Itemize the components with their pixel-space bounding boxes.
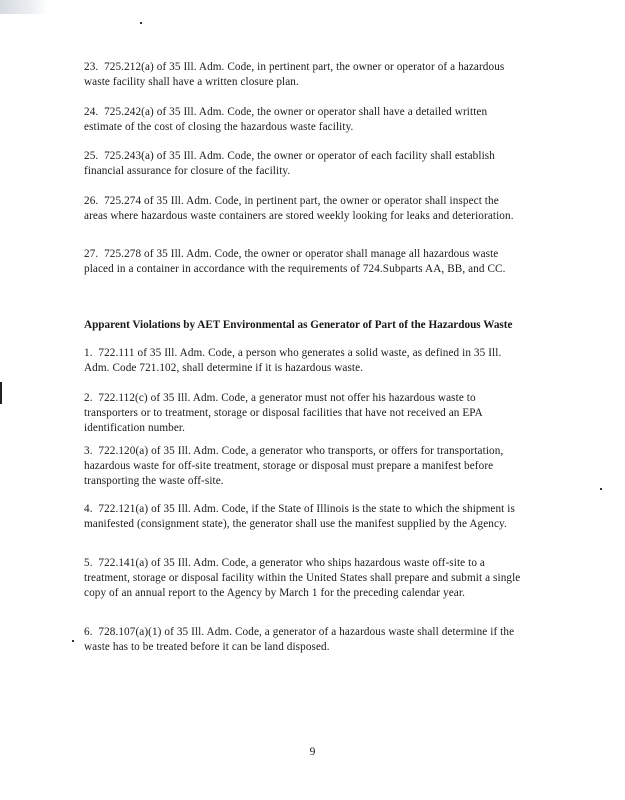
list-item-4 (84, 502, 524, 532)
item-number: 24. (84, 106, 99, 118)
scan-speck (72, 640, 74, 642)
item-number: 5. (84, 557, 93, 569)
item-number: 26. (84, 195, 99, 207)
list-item-1 (84, 346, 524, 376)
list-item-3 (84, 444, 524, 489)
list-item-26 (84, 194, 524, 224)
item-text: 722.112(c) of 35 Ill. Adm. Code, a generator must not offer his hazardous waste to transporters or to treatment, storage or disposal facilities that have not received an EPA identification number. (84, 392, 483, 434)
list-item-6 (84, 625, 524, 655)
list-item-2 (84, 391, 524, 436)
item-number: 27. (84, 248, 99, 260)
list-item-27 (84, 247, 524, 277)
item-number: 1. (84, 347, 93, 359)
item-number: 2. (84, 392, 93, 404)
list-item-25 (84, 149, 524, 179)
item-text: 722.121(a) of 35 Ill. Adm. Code, if the State of Illinois is the state to which the shipment is manifested (consignment state), the generator shall use the manifest supplied by the Agency. (84, 503, 515, 530)
item-number: 25. (84, 150, 99, 162)
item-text: 725.274 of 35 Ill. Adm. Code, in pertinent part, the owner or operator shall inspect the areas where hazardous waste containers are stored weekly looking for leaks and deterioration. (84, 195, 514, 222)
item-number: 23. (84, 61, 99, 73)
list-item-23 (84, 60, 524, 90)
item-text: 725.243(a) of 35 Ill. Adm. Code, the owner or operator of each facility shall establish financial assurance for closure of the facility. (84, 150, 495, 177)
item-text: 722.120(a) of 35 Ill. Adm. Code, a generator who transports, or offers for transportation, hazardous waste for off-site treatment, storage or disposal must prepare a manifest before transporting the waste off-site. (84, 445, 504, 487)
item-text: 725.278 of 35 Ill. Adm. Code, the owner or operator shall manage all hazardous waste placed in a container in accordance with the requirements of 724.Subparts AA, BB, and CC. (84, 248, 506, 275)
scan-artifact (0, 0, 48, 14)
item-text: 722.141(a) of 35 Ill. Adm. Code, a generator who ships hazardous waste off-site to a treatment, storage or disposal facility within the United States shall prepare and submit a single copy of an annual report to the Agency by March 1 for the preceding calendar year. (84, 557, 521, 599)
scan-speck (600, 488, 602, 490)
section-heading: Apparent Violations by AET Environmental as Generator of Part of the Hazardous Waste (84, 319, 513, 331)
item-text: 722.111 of 35 Ill. Adm. Code, a person who generates a solid waste, as defined in 35 Ill. Adm. Code 721.102, shall determine if it is hazardous waste. (84, 347, 502, 374)
item-text: 725.242(a) of 35 Ill. Adm. Code, the owner or operator shall have a detailed written estimate of the cost of closing the hazardous waste facility. (84, 106, 488, 133)
list-item-5 (84, 556, 524, 601)
list-item-24 (84, 105, 524, 135)
item-number: 4. (84, 503, 93, 515)
item-number: 3. (84, 445, 93, 457)
page-number: 9 (309, 746, 316, 758)
scan-margin-mark (0, 382, 2, 404)
item-text: 725.212(a) of 35 Ill. Adm. Code, in pertinent part, the owner or operator of a hazardous waste facility shall have a written closure plan. (84, 61, 505, 88)
scan-speck (140, 22, 142, 24)
item-text: 728.107(a)(1) of 35 Ill. Adm. Code, a generator of a hazardous waste shall determine if the waste has to be treated before it can be land disposed. (84, 626, 515, 653)
item-number: 6. (84, 626, 93, 638)
